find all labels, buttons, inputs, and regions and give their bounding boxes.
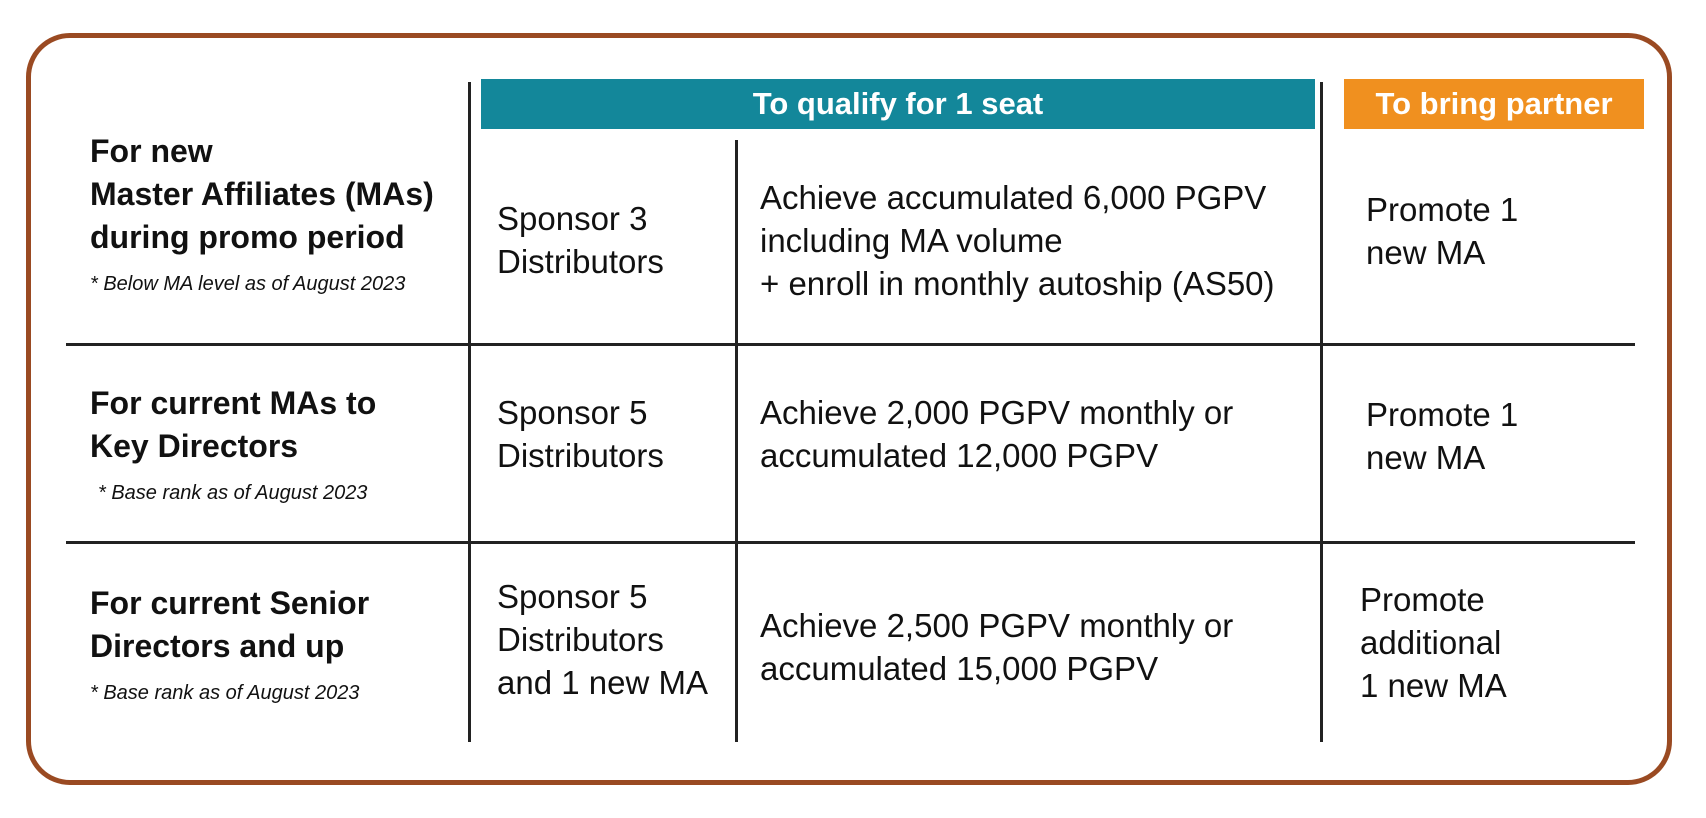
row-1-partner: Promote 1 new MA	[1366, 191, 1519, 271]
row-2-heading	[90, 382, 470, 505]
row-2-title: For current MAs to Key Directors	[90, 385, 377, 464]
row-1-title: For new Master Affiliates (MAs) during promo period	[90, 133, 434, 255]
header-partner: To bring partner	[1344, 79, 1644, 129]
row-3-achieve: Achieve 2,500 PGPV monthly or accumulated 15,000 PGPV	[760, 607, 1234, 687]
divider-horizontal-2	[66, 541, 1635, 544]
divider-vertical-3	[1320, 82, 1323, 742]
row-3-note: * Base rank as of August 2023	[90, 682, 360, 704]
row-3-title: For current Senior Directors and up	[90, 585, 370, 664]
row-1-achieve: Achieve accumulated 6,000 PGPV including MA volume + enroll in monthly autoship (AS50)	[760, 179, 1275, 302]
row-3-sponsor: Sponsor 5 Distributors and 1 new MA	[497, 578, 708, 701]
row-2-sponsor: Sponsor 5 Distributors	[497, 394, 664, 474]
row-2-note: * Base rank as of August 2023	[98, 482, 368, 504]
row-1-sponsor: Sponsor 3 Distributors	[497, 200, 664, 280]
row-3-partner: Promote additional 1 new MA	[1360, 581, 1507, 704]
row-3-heading	[90, 582, 470, 705]
row-1-note: * Below MA level as of August 2023	[90, 273, 406, 295]
row-2-partner: Promote 1 new MA	[1366, 396, 1519, 476]
row-2-achieve: Achieve 2,000 PGPV monthly or accumulated 12,000 PGPV	[760, 394, 1234, 474]
header-qualify: To qualify for 1 seat	[481, 79, 1315, 129]
divider-horizontal-1	[66, 343, 1635, 346]
row-1-heading	[90, 130, 470, 296]
divider-vertical-2	[735, 140, 738, 742]
